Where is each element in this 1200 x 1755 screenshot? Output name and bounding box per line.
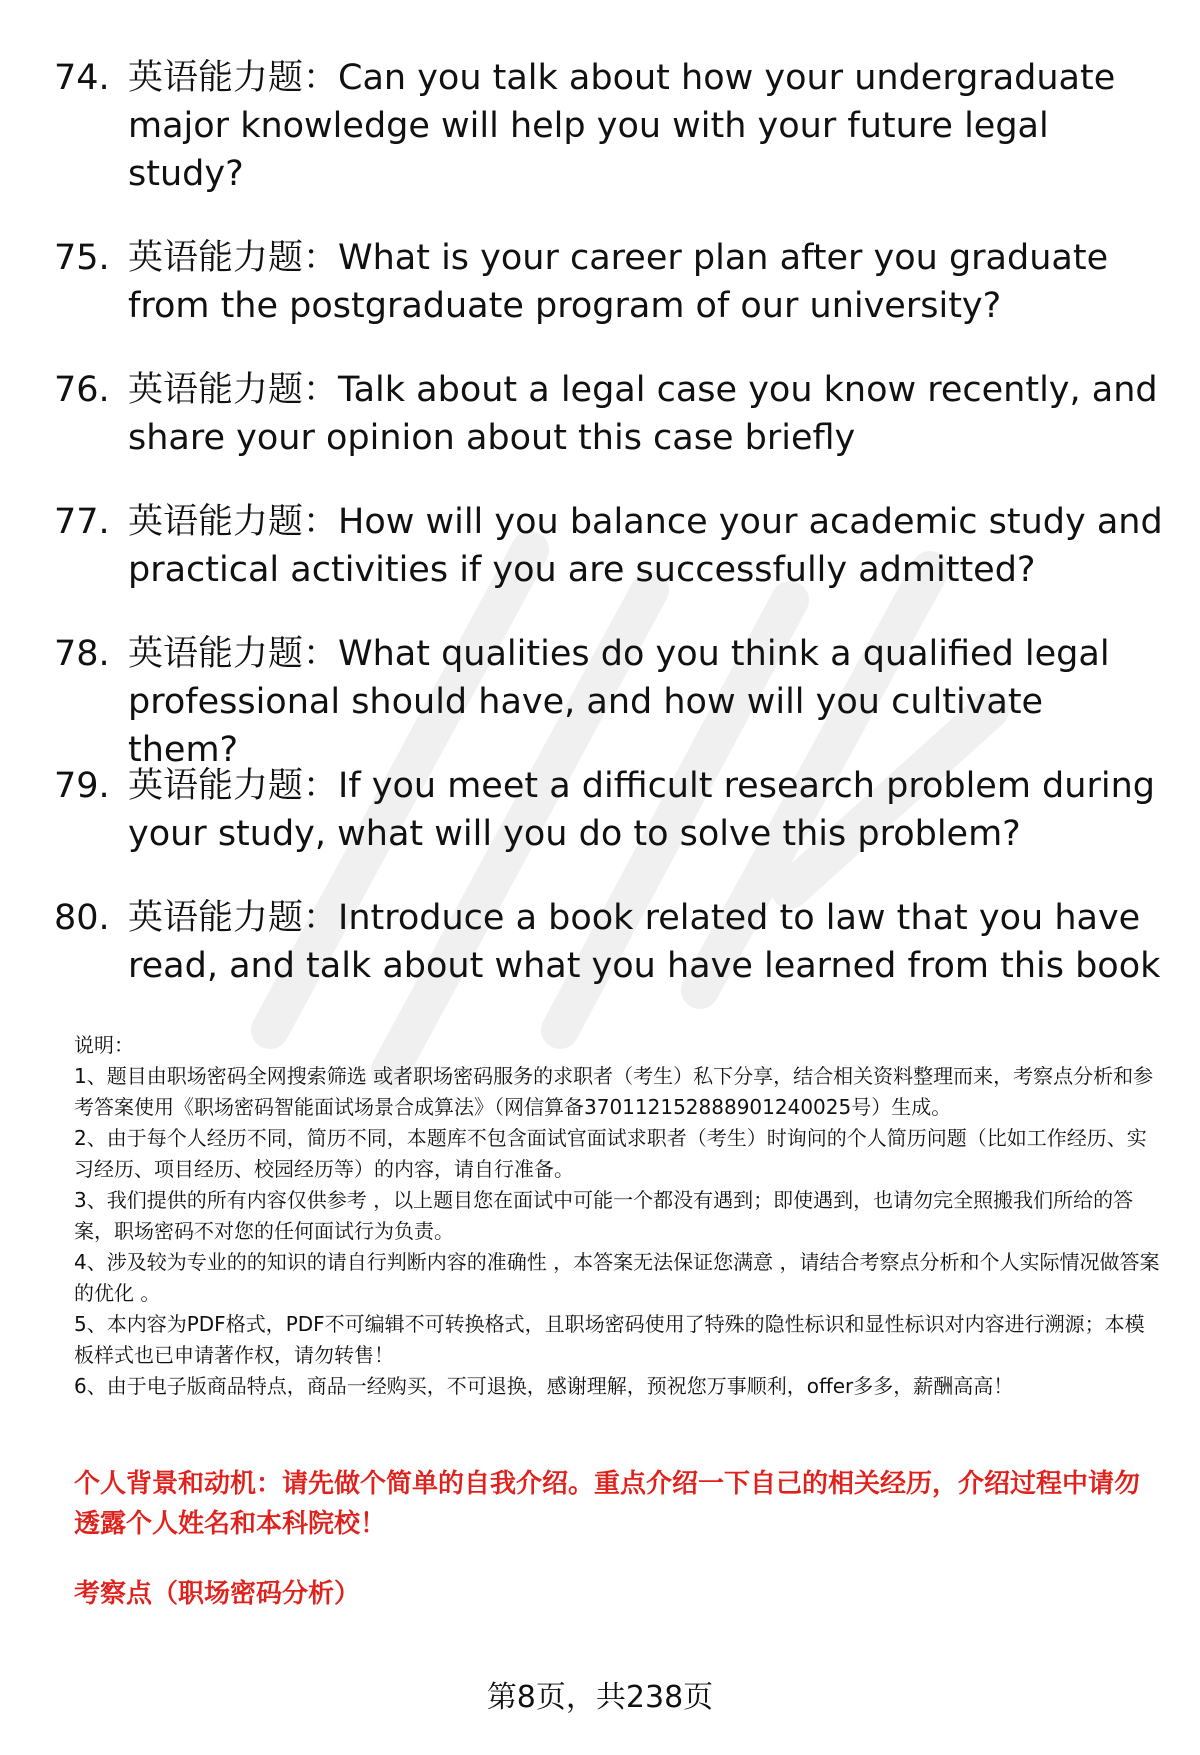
question-item: [54, 234, 1164, 330]
question-text: 英语能力题：Introduce a book related to law that you have read, and talk about what you have learned from this book: [128, 898, 1161, 986]
question-number: 74.: [54, 58, 110, 98]
question-item: [54, 894, 1164, 990]
notes-title: 说明：: [74, 1033, 134, 1057]
section-heading: 考察点（职场密码分析）: [74, 1579, 361, 1609]
question-item: [54, 630, 1164, 774]
note-item: 6、由于电子版商品特点，商品一经购买，不可退换，感谢理解，预祝您万事顺利，offer多多，薪酬高高！: [74, 1374, 1014, 1398]
question-number: 80.: [54, 898, 110, 938]
note-item: 1、题目由职场密码全网搜索筛选 或者职场密码服务的求职者（考生）私下分享，结合相关资料整理而来，考察点分析和参考答案使用《职场密码智能面试场景合成算法》（网信算备370112152888901240025号）生成。: [74, 1064, 1154, 1119]
question-text: 英语能力题：What is your career plan after you graduate from the postgraduate program of our university?: [128, 238, 1109, 326]
note-item: 3、我们提供的所有内容仅供参考 ，以上题目您在面试中可能一个都没有遇到；即使遇到，也请勿完全照搬我们所给的答案，职场密码不对您的任何面试行为负责。: [74, 1188, 1134, 1243]
note-item: 2、由于每个人经历不同，简历不同，本题库不包含面试官面试求职者（考生）时询问的个人简历问题（比如工作经历、实习经历、项目经历、校园经历等）的内容，请自行准备。: [74, 1126, 1147, 1181]
page-footer: 第8页，共238页: [486, 1680, 714, 1715]
note-item: 5、本内容为PDF格式，PDF不可编辑不可转换格式，且职场密码使用了特殊的隐性标识和显性标识对内容进行溯源；本模板样式也已申请著作权，请勿转售！: [74, 1312, 1145, 1367]
question-number: 77.: [54, 502, 110, 542]
question-item: [54, 54, 1164, 198]
question-item: [54, 498, 1164, 594]
question-text: 英语能力题：Talk about a legal case you know recently, and share your opinion about this case briefly: [128, 370, 1158, 458]
question-text: 英语能力题：What qualities do you think a qualified legal professional should have, and how will you cultivate them?: [128, 634, 1110, 770]
question-item: [54, 366, 1164, 462]
note-item: 4、涉及较为专业的的知识的请自行判断内容的准确性 ，本答案无法保证您满意 ，请结合考察点分析和个人实际情况做答案的优化 。: [74, 1250, 1160, 1305]
question-number: 79.: [54, 766, 110, 806]
question-text: 英语能力题：Can you talk about how your undergraduate major knowledge will help you with your future legal study?: [128, 58, 1116, 194]
notes-section: [74, 1030, 1160, 1402]
question-text: 英语能力题：How will you balance your academic study and practical activities if you are successfully admitted?: [128, 502, 1163, 590]
question-item: [54, 762, 1164, 858]
question-text: 英语能力题：If you meet a difficult research problem during your study, what will you do to solve this problem?: [128, 766, 1155, 854]
next-question: 个人背景和动机：请先做个简单的自我介绍。重点介绍一下自己的相关经历，介绍过程中请勿透露个人姓名和本科院校！: [74, 1469, 1141, 1539]
question-number: 75.: [54, 238, 110, 278]
question-number: 78.: [54, 634, 110, 674]
question-number: 76.: [54, 370, 110, 410]
